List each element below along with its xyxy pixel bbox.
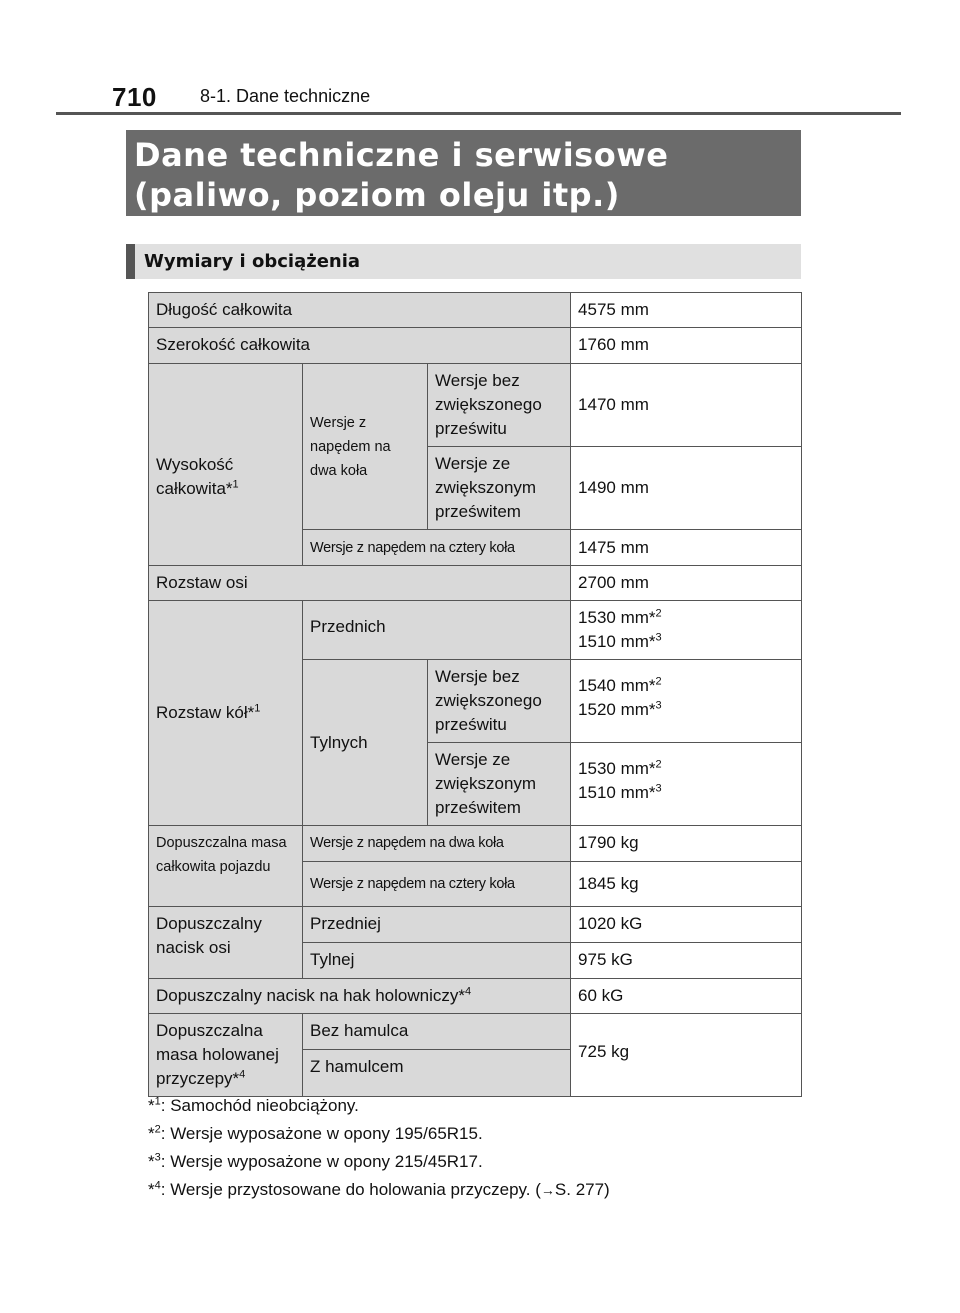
height-std-label: Wersje bez zwiększonego prześwitu: [428, 364, 571, 447]
trailer-mass-value: 725 kg: [571, 1014, 802, 1097]
axle-front-value: 1020 kG: [571, 907, 802, 943]
subsection-title: Wymiary i obciążenia: [144, 251, 361, 272]
table-row: [149, 826, 802, 862]
gross-mass-awd-value: 1845 kg: [571, 862, 802, 907]
height-fwd-label: Wersje z napędem na dwa koła: [303, 364, 428, 530]
trailer-unbraked-label: Bez hamulca: [303, 1014, 571, 1050]
width-value: 1760 mm: [571, 328, 802, 364]
track-rear-std-values: [571, 660, 802, 743]
wheelbase-value: 2700 mm: [571, 566, 802, 601]
height-label-cell: [149, 364, 303, 566]
wheelbase-label: Rozstaw osi: [149, 566, 571, 601]
track-rear-raised-label: Wersje ze zwiększonym prześwitem: [428, 743, 571, 826]
footnote-sup: 3: [154, 1151, 161, 1164]
footnote-mark: *: [148, 1096, 155, 1115]
track-rear-raised-v1: 1530 mm*: [578, 759, 656, 778]
title-line-1: Dane techniczne i serwisowe: [134, 136, 669, 174]
table-row: [149, 293, 802, 328]
footnote-3: [148, 1148, 610, 1176]
length-value: 4575 mm: [571, 293, 802, 328]
trailer-braked-label: Z hamulcem: [303, 1050, 571, 1097]
track-front-label: [303, 601, 571, 660]
track-front-v1-sup: 2: [655, 607, 662, 620]
track-rear-raised-v2-sup: 3: [655, 782, 662, 795]
hitch-load-label: Dopuszczalny nacisk na hak holowniczy*: [156, 986, 465, 1005]
track-front-label-text: Przednich: [310, 617, 386, 636]
width-label: Szerokość całkowita: [149, 328, 571, 364]
height-raised-value: 1490 mm: [571, 447, 802, 530]
footnote-1: [148, 1092, 610, 1120]
axle-rear-value: 975 kG: [571, 943, 802, 979]
hitch-load-label-cell: [149, 979, 571, 1014]
footnote-text: : Wersje wyposażone w opony 195/65R15.: [160, 1124, 483, 1143]
arrow-right-icon: →: [540, 1182, 555, 1198]
footnote-sup: 1: [154, 1095, 161, 1108]
table-row: [149, 364, 802, 447]
height-awd-label: Wersje z napędem na cztery koła: [303, 530, 571, 566]
table-row: [149, 1014, 802, 1050]
table-row: [149, 328, 802, 364]
length-label: Długość całkowita: [149, 293, 571, 328]
section-heading: 8-1. Dane techniczne: [200, 86, 371, 106]
page-reference-link[interactable]: S. 277): [554, 1180, 610, 1199]
track-rear-raised-v2: 1510 mm*: [578, 783, 656, 802]
subsection-bar: [126, 244, 135, 279]
track-label-sup: 1: [254, 702, 261, 715]
footnote-2: [148, 1120, 610, 1148]
trailer-mass-label-cell: [149, 1014, 303, 1097]
axle-front-label: Przedniej: [303, 907, 571, 943]
gross-mass-fwd-label: Wersje z napędem na dwa koła: [303, 826, 571, 862]
track-rear-std-v2: 1520 mm*: [578, 700, 656, 719]
table-row: [149, 566, 802, 601]
axle-load-label: Dopuszczalny nacisk osi: [149, 907, 303, 979]
height-label-sup: 1: [232, 478, 239, 491]
footnote-mark: *: [148, 1180, 155, 1199]
track-front-values: [571, 601, 802, 660]
gross-mass-fwd-value: 1790 kg: [571, 826, 802, 862]
header-rule: [56, 112, 901, 115]
height-label: Wysokość całkowita*: [156, 455, 234, 498]
track-rear-std-v2-sup: 3: [655, 699, 662, 712]
height-std-value: 1470 mm: [571, 364, 802, 447]
table-row: [149, 601, 802, 660]
track-rear-label: Tylnych: [303, 660, 428, 826]
track-rear-raised-v1-sup: 2: [655, 758, 662, 771]
footnote-4: [148, 1176, 610, 1204]
track-rear-raised-values: [571, 743, 802, 826]
track-rear-std-v1-sup: 2: [655, 675, 662, 688]
footnote-sup: 2: [154, 1123, 161, 1136]
track-front-v1: 1530 mm*: [578, 608, 656, 627]
hitch-load-label-sup: 4: [465, 985, 472, 998]
hitch-load-value: 60 kG: [571, 979, 802, 1014]
table-row: [149, 907, 802, 943]
trailer-mass-label-sup: 4: [239, 1068, 246, 1081]
trailer-mass-label: Dopuszczalna masa holowanej przyczepy*: [156, 1021, 279, 1088]
footnote-mark: *: [148, 1124, 155, 1143]
gross-mass-awd-label: Wersje z napędem na cztery koła: [303, 862, 571, 907]
page-title: [126, 130, 801, 216]
subsection-heading: [126, 244, 801, 279]
track-label: Rozstaw kół*: [156, 703, 255, 722]
footnote-text: : Wersje przystosowane do holowania przyczepy. (: [160, 1180, 541, 1199]
footnotes: [148, 1092, 610, 1204]
track-rear-std-label: Wersje bez zwiększonego prześwitu: [428, 660, 571, 743]
track-label-cell: [149, 601, 303, 826]
track-rear-std-v1: 1540 mm*: [578, 676, 656, 695]
height-awd-value: 1475 mm: [571, 530, 802, 566]
height-raised-label: Wersje ze zwiększonym prześwitem: [428, 447, 571, 530]
table-row: [149, 979, 802, 1014]
footnote-text: : Wersje wyposażone w opony 215/45R17.: [160, 1152, 483, 1171]
track-front-v2: 1510 mm*: [578, 632, 656, 651]
gross-mass-label: Dopuszczalna masa całkowita pojazdu: [149, 826, 303, 907]
footnote-text: : Samochód nieobciążony.: [160, 1096, 359, 1115]
footnote-mark: *: [148, 1152, 155, 1171]
title-line-2: (paliwo, poziom oleju itp.): [134, 176, 620, 214]
track-front-v2-sup: 3: [655, 631, 662, 644]
axle-rear-label: Tylnej: [303, 943, 571, 979]
page-number: 710: [112, 82, 157, 112]
footnote-sup: 4: [154, 1179, 161, 1192]
dimensions-table: [148, 292, 802, 1097]
